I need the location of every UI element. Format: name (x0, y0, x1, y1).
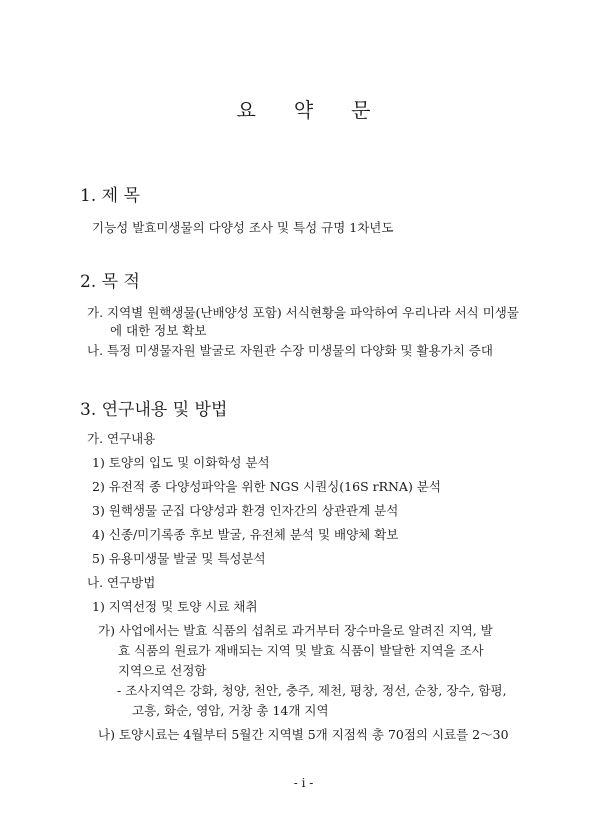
section-2-item-ga-cont: 에 대한 정보 확보 (110, 323, 207, 338)
section-3-heading: 3. 연구내용 및 방법 (80, 400, 228, 420)
research-method-item-1: 1) 지역선정 및 토양 시료 채취 (92, 599, 258, 614)
method-ga-line-3: 지역으로 선정함 (118, 663, 207, 678)
research-content-item-1: 1) 토양의 입도 및 이화학성 분석 (92, 455, 270, 470)
section-1-heading: 1. 제 목 (80, 186, 140, 206)
method-ga-line-1: 가) 사업에서는 발효 식품의 섭취로 과거부터 장수마을로 알려진 지역, 발 (98, 623, 493, 638)
method-sub-line-2: 고흥, 화순, 영암, 거창 총 14개 지역 (132, 703, 329, 718)
section-2-item-ga: 가. 지역별 원핵생물(난배양성 포함) 서식현황을 파악하여 우리나라 서식 미생물 (87, 305, 519, 320)
method-sub-line-1: - 조사지역은 강화, 청양, 천안, 충주, 제천, 평창, 정선, 순창, 장수, 함평, (117, 683, 507, 698)
page-title (0, 94, 607, 123)
title-char-2: 약 (293, 98, 314, 122)
research-content-label: 가. 연구내용 (87, 431, 156, 446)
research-content-item-2: 2) 유전적 종 다양성파악을 위한 NGS 시퀀싱(16S rRNA) 분석 (92, 479, 441, 494)
research-method-label: 나. 연구방법 (87, 575, 156, 590)
page-number: - i - (293, 776, 314, 790)
section-1-body: 기능성 발효미생물의 다양성 조사 및 특성 규명 1차년도 (92, 220, 394, 235)
research-content-item-5: 5) 유용미생물 발굴 및 특성분석 (92, 551, 266, 566)
method-ga-line-2: 효 식품의 원료가 재배되는 지역 및 발효 식품이 발달한 지역을 조사 (118, 643, 484, 658)
research-content-item-3: 3) 원핵생물 군집 다양성과 환경 인자간의 상관관계 분석 (92, 503, 399, 518)
section-2-heading: 2. 목 적 (80, 272, 140, 292)
section-2-item-na: 나. 특정 미생물자원 발굴로 자원관 수장 미생물의 다양화 및 활용가치 증대 (87, 343, 493, 358)
method-na-line: 나) 토양시료는 4월부터 5월간 지역별 5개 지점씩 총 70점의 시료를 2～30 (98, 727, 509, 742)
title-char-3: 문 (351, 98, 371, 122)
research-content-item-4: 4) 신종/미기록종 후보 발굴, 유전체 분석 및 배양체 확보 (92, 527, 399, 542)
title-char-1: 요 (236, 98, 256, 122)
